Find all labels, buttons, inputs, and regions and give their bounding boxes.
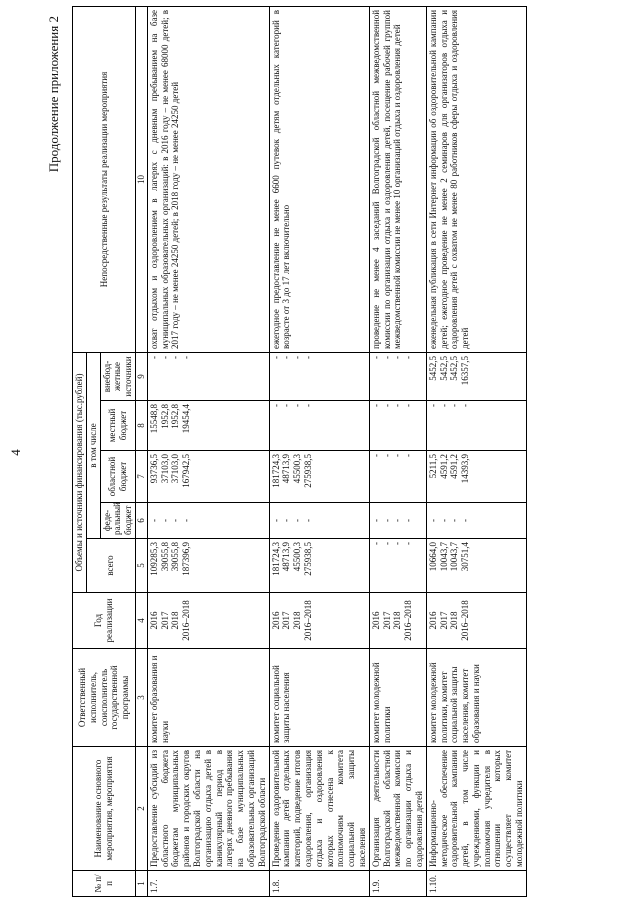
local-value-item: -: [302, 404, 313, 407]
year-list-item: 2016: [148, 611, 159, 630]
total-values: [426, 539, 526, 593]
header-local: местный бюджет: [100, 401, 135, 451]
total-value-item: 48713,9: [281, 542, 292, 572]
year-list-item: 2017: [438, 611, 449, 630]
federal-value-item: -: [292, 519, 303, 522]
extra-budget-value-item: 5452,5: [438, 355, 449, 381]
responsible-executor: комитет социальной защиты населения: [269, 649, 369, 747]
regional-value-item: 4591,2: [449, 454, 460, 479]
regional-values: [369, 451, 426, 503]
extra-budget-value-item: -: [281, 355, 292, 359]
regional-value-item: 5211,5: [427, 454, 438, 479]
responsible-executor: комитет образования и науки: [147, 649, 269, 747]
total-value-item: -: [370, 542, 381, 545]
local-value-item: -: [381, 404, 392, 407]
table-row: [369, 6, 426, 896]
total-value-item: 45500,3: [292, 542, 303, 572]
responsible-executor: комитет молодежной политики: [369, 649, 426, 747]
local-value-item: -: [281, 404, 292, 407]
federal-value-item: -: [270, 519, 281, 522]
table-row: [147, 6, 269, 896]
year-list: [369, 593, 426, 649]
header-including: в том числе: [86, 352, 100, 538]
extra-budget-value-item: -: [392, 355, 403, 359]
column-number: 1: [135, 871, 147, 897]
page-number: 4: [8, 449, 23, 456]
row-number: 1.10.: [426, 871, 526, 897]
regional-values: [269, 451, 369, 503]
year-list-item: 2017: [159, 611, 170, 630]
year-list-item: 2018: [170, 611, 181, 630]
header-year: Год реализации: [73, 593, 136, 649]
header-total: всего: [86, 539, 135, 593]
extra-budget-value-item: -: [370, 355, 381, 359]
regional-value-item: 37103,0: [170, 454, 181, 484]
direct-results: ежегодное предоставление не менее 6600 путевок детям отдельных категорий в возрасте от 3 до 17 лет включительно: [269, 6, 369, 352]
extra-budget-values: [369, 352, 426, 400]
federal-value-item: -: [392, 519, 403, 522]
federal-value-item: -: [449, 519, 460, 522]
total-value-item: 10043,7: [438, 542, 449, 572]
activity-name: Проведение оздоровительной кампании детей отдельных категорий, подведение итогов оздоровления, организация отдыха и оздоровления которых отнесена к полномочиям комитета социальной защиты населения: [269, 747, 369, 871]
responsible-executor: комитет молодежной политики, комитет социальной защиты населения, комитет образования и науки: [426, 649, 526, 747]
local-value-item: -: [392, 404, 403, 407]
total-values: [269, 539, 369, 593]
regional-values: [147, 451, 269, 503]
extra-budget-value-item: -: [270, 355, 281, 359]
column-number: 8: [135, 401, 147, 451]
column-number: 3: [135, 649, 147, 747]
local-value-item: -: [270, 404, 281, 407]
extra-budget-value-item: -: [148, 355, 159, 359]
total-value-item: 39055,8: [159, 542, 170, 572]
year-list: [269, 593, 369, 649]
local-value-item: -: [460, 404, 471, 407]
year-list-item: 2018: [292, 611, 303, 630]
federal-value-item: -: [181, 519, 192, 522]
direct-results: охват отдыхом и оздоровлением в лагерях с дневным пребыванием на базе муниципальных образовательных организаций: в 2016 году – не менее 68000 детей; в 2017 году – не менее 24250 детей; в 2018 году – не менее 24250 детей: [147, 6, 269, 352]
header-federal: феде-ральный бюджет: [100, 503, 135, 539]
federal-value-item: -: [302, 519, 313, 522]
federal-value-item: -: [281, 519, 292, 522]
year-list-item: 2017: [381, 611, 392, 630]
extra-budget-value-item: -: [170, 355, 181, 359]
header-responsible: Ответственный исполнитель, соисполнитель государственной программы: [73, 649, 136, 747]
federal-value-item: -: [438, 519, 449, 522]
year-list-item: 2016: [270, 611, 281, 630]
federal-value-item: -: [170, 519, 181, 522]
local-values: [369, 401, 426, 451]
federal-value-item: -: [403, 519, 414, 522]
federal-values: [269, 503, 369, 539]
regional-value-item: -: [392, 454, 403, 457]
local-value-item: -: [370, 404, 381, 407]
header-results: Непосредственные результаты реализации мероприятия: [73, 6, 136, 352]
local-values: [147, 401, 269, 451]
year-list-item: 2018: [392, 611, 403, 630]
extra-budget-value-item: 5452,5: [449, 355, 460, 381]
local-value-item: 1952,8: [159, 404, 170, 429]
total-value-item: 39055,8: [170, 542, 181, 572]
local-values: [426, 401, 526, 451]
federal-value-item: -: [370, 519, 381, 522]
column-number: 4: [135, 593, 147, 649]
federal-value-item: -: [148, 519, 159, 522]
regional-value-item: -: [370, 454, 381, 457]
table-row: [269, 6, 369, 896]
local-value-item: -: [449, 404, 460, 407]
extra-budget-values: [269, 352, 369, 400]
direct-results: еженедельная публикация в сети Интернет информации об оздоровительной кампании детей; ежегодное проведение не менее 2 семинаров для организаторов отдыха и оздоровления детей с охватом не менее 80 работников сферы отдыха и оздоровления детей: [426, 6, 526, 352]
column-number: 9: [135, 352, 147, 400]
year-list-item: 2016: [370, 611, 381, 630]
total-value-item: 10664,0: [427, 542, 438, 572]
total-values: [369, 539, 426, 593]
extra-budget-values: [426, 352, 526, 400]
total-value-item: -: [403, 542, 414, 545]
total-value-item: 275938,5: [302, 542, 313, 576]
direct-results: проведение не менее 4 заседаний Волгоградской областной межведомственной комиссии по организации отдыха и оздоровления детей, посещение рабочей группой межведомственной комиссии не менее 10 организаций отдыха и оздоровления детей: [369, 6, 426, 352]
total-value-item: 181724,3: [270, 542, 281, 576]
extra-budget-value-item: -: [403, 355, 414, 359]
local-value-item: -: [438, 404, 449, 407]
extra-budget-value-item: -: [159, 355, 170, 359]
local-value-item: 19454,4: [181, 404, 192, 434]
regional-value-item: 45500,3: [292, 454, 303, 484]
activity-name: Предоставление субсидий из областного бюджета бюджетам муниципальных районов и городских округов Волгоградской области на организацию отдыха детей в каникулярный период в лагерях дневного пребывания на базе муниципальных образовательных организаций Волгоградской области: [147, 747, 269, 871]
local-value-item: -: [427, 404, 438, 407]
header-regional: областной бюджет: [100, 451, 135, 503]
total-value-item: 10043,7: [449, 542, 460, 572]
regional-value-item: 37103,0: [159, 454, 170, 484]
federal-value-item: -: [381, 519, 392, 522]
federal-values: [426, 503, 526, 539]
local-value-item: 15548,8: [148, 404, 159, 434]
extra-budget-value-item: 5452,5: [427, 355, 438, 381]
extra-budget-value-item: -: [292, 355, 303, 359]
local-value-item: -: [292, 404, 303, 407]
header-num: № п/п: [73, 871, 136, 897]
year-list-item: 2016: [427, 611, 438, 630]
column-number: 5: [135, 539, 147, 593]
column-number: 2: [135, 747, 147, 871]
header-volumes: Объемы и источники финансирования (тыс.рублей): [73, 352, 87, 592]
extra-budget-value-item: -: [181, 355, 192, 359]
year-list-item: 2016–2018: [302, 600, 313, 641]
year-list-item: 2016–2018: [460, 600, 471, 641]
header-extra: внебюд-жетные источники: [100, 352, 135, 400]
continuation-title: Продолжение приложения 2: [46, 16, 61, 173]
regional-value-item: -: [381, 454, 392, 457]
total-value-item: 109285,3: [148, 542, 159, 576]
year-list: [147, 593, 269, 649]
regional-value-item: 275938,5: [302, 454, 313, 488]
year-list-item: 2017: [281, 611, 292, 630]
column-number: 6: [135, 503, 147, 539]
activity-name: Организация деятельности Волгоградской областной межведомственной комиссии по организации отдыха и оздоровления детей: [369, 747, 426, 871]
regional-values: [426, 451, 526, 503]
year-list-item: 2016–2018: [403, 600, 414, 641]
extra-budget-value-item: -: [302, 355, 313, 359]
federal-value-item: -: [159, 519, 170, 522]
total-value-item: 187396,9: [181, 542, 192, 576]
total-value-item: -: [392, 542, 403, 545]
extra-budget-value-item: 16357,5: [460, 355, 471, 386]
header-name: Наименование основного мероприятия, мероприятия: [73, 747, 136, 871]
program-table: [72, 6, 527, 897]
regional-value-item: -: [403, 454, 414, 457]
local-value-item: 1952,8: [170, 404, 181, 429]
row-number: 1.7.: [147, 871, 269, 897]
local-values: [269, 401, 369, 451]
regional-value-item: 4591,2: [438, 454, 449, 479]
regional-value-item: 181724,3: [270, 454, 281, 488]
total-values: [147, 539, 269, 593]
year-list: [426, 593, 526, 649]
year-list-item: 2018: [449, 611, 460, 630]
activity-name: Информационно-методическое обеспечение оздоровительной кампании детей, в том числе учреждениями, функции и полномочия учредителя в отношении которых осуществляет комитет молодежной политики: [426, 747, 526, 871]
row-number: 1.8.: [269, 871, 369, 897]
regional-value-item: 48713,9: [281, 454, 292, 484]
total-value-item: -: [381, 542, 392, 545]
local-value-item: -: [403, 404, 414, 407]
column-number: 10: [135, 6, 147, 352]
federal-value-item: -: [460, 519, 471, 522]
column-number: 7: [135, 451, 147, 503]
federal-values: [369, 503, 426, 539]
extra-budget-value-item: -: [381, 355, 392, 359]
table-body: [135, 6, 526, 896]
regional-value-item: 167942,5: [181, 454, 192, 488]
regional-value-item: 14393,9: [460, 454, 471, 484]
row-number: 1.9.: [369, 871, 426, 897]
column-numbers-row: [135, 6, 147, 896]
federal-value-item: -: [427, 519, 438, 522]
table-row: [426, 6, 526, 896]
extra-budget-values: [147, 352, 269, 400]
total-value-item: 30751,4: [460, 542, 471, 572]
year-list-item: 2016–2018: [181, 600, 192, 641]
federal-values: [147, 503, 269, 539]
regional-value-item: 93736,5: [148, 454, 159, 484]
